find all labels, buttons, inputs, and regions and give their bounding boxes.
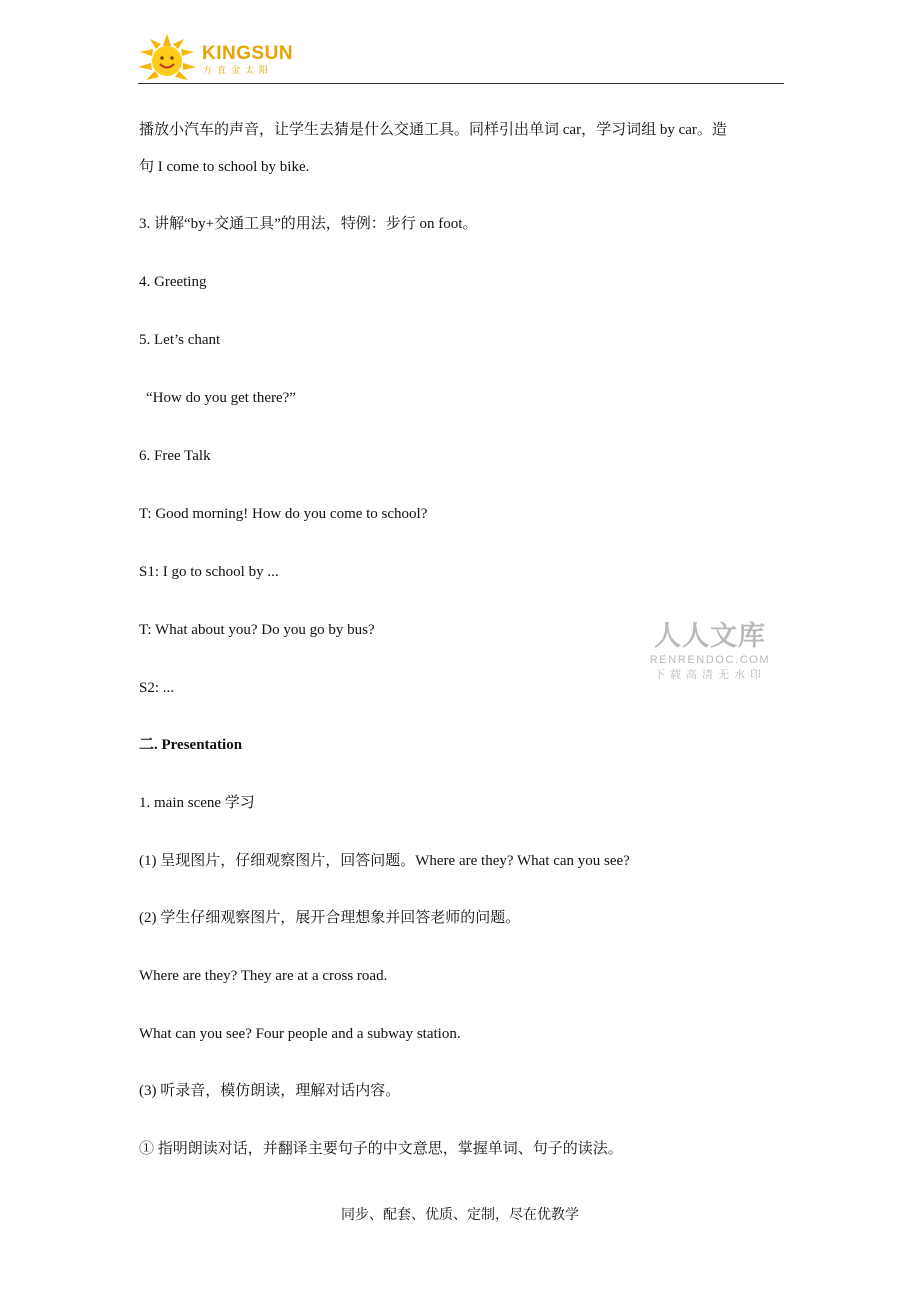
dialogue-line: S2: ... bbox=[139, 680, 175, 696]
list-item: (3) 听录音，模仿朗读，理解对话内容。 bbox=[139, 1083, 401, 1099]
dialogue-line: T: What about you? Do you go by bus? bbox=[139, 622, 375, 638]
answer-line: Where are they? They are at a cross road. bbox=[139, 968, 388, 984]
list-item: (1) 呈现图片，仔细观察图片，回答问题。Where are they? What can you see? bbox=[139, 853, 630, 869]
list-item: (2) 学生仔细观察图片，展开合理想象并回答老师的问题。 bbox=[139, 910, 521, 926]
brand-name: KINGSUN bbox=[202, 43, 294, 64]
answer-line: What can you see? Four people and a subway station. bbox=[139, 1026, 461, 1042]
step-3: 3. 讲解“by+交通工具”的用法，特例：步行 on foot。 bbox=[139, 216, 478, 232]
step-5: 5. Let’s chant bbox=[139, 332, 221, 348]
step-6: 6. Free Talk bbox=[139, 448, 211, 464]
section-heading: 二. Presentation bbox=[139, 737, 243, 753]
watermark-title: 人人文库 bbox=[654, 621, 766, 652]
page-header bbox=[136, 30, 786, 86]
subsection-title: 1. main scene 学习 bbox=[139, 795, 255, 811]
paragraph-line: 句 I come to school by bike. bbox=[139, 159, 310, 175]
watermark-subtitle: 下载高清无水印 bbox=[654, 668, 766, 681]
watermark bbox=[648, 620, 772, 682]
step-4: 4. Greeting bbox=[139, 274, 207, 290]
dialogue-line: T: Good morning! How do you come to school? bbox=[139, 506, 428, 522]
paragraph-line: 播放小汽车的声音，让学生去猜是什么交通工具。同样引出单词 car，学习词组 by car。造 bbox=[139, 122, 727, 138]
dialogue-line: S1: I go to school by ... bbox=[139, 564, 279, 580]
page-footer: 同步、配套、优质、定制，尽在优教学 bbox=[341, 1208, 579, 1223]
watermark-url: RENRENDOC.COM bbox=[649, 654, 771, 666]
chant-title: “How do you get there?” bbox=[146, 390, 296, 406]
sun-logo-icon bbox=[136, 34, 198, 84]
list-item: ① 指明朗读对话，并翻译主要句子的中文意思，掌握单词、句子的读法。 bbox=[139, 1141, 623, 1157]
brand-subtitle: 方直金太阳 bbox=[203, 66, 274, 76]
header-divider bbox=[138, 83, 784, 84]
